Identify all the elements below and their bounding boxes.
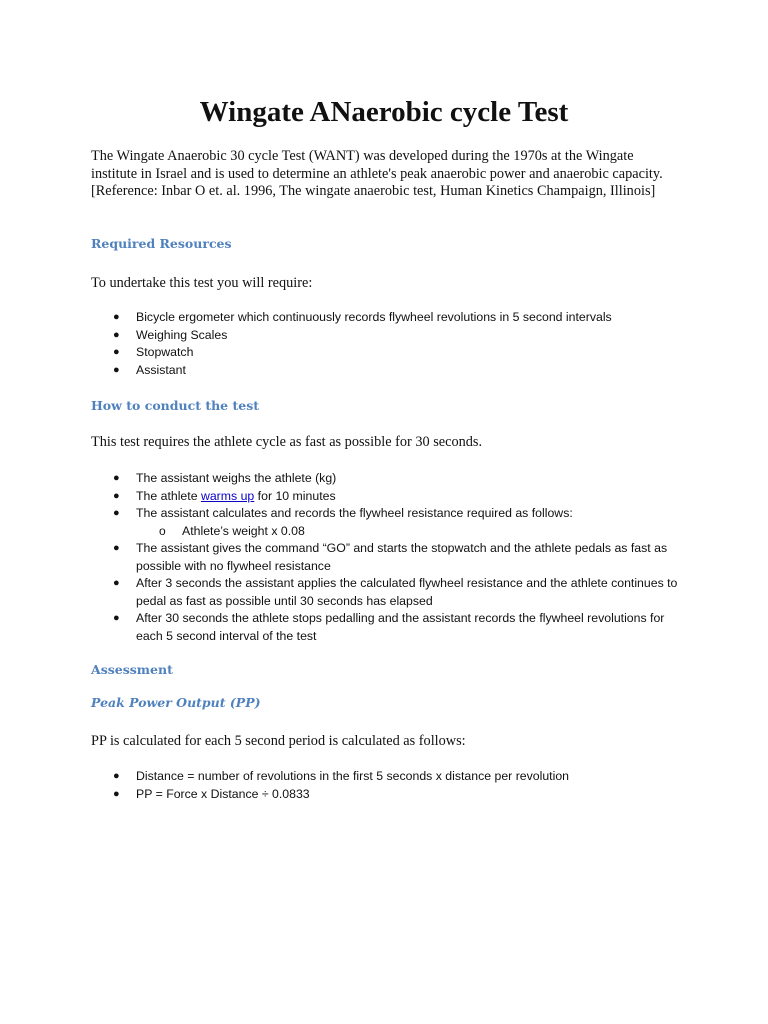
- intro-paragraph: The Wingate Anaerobic 30 cycle Test (WANT) was developed during the 1970s at the Wingate institute in Israel and is used to determine an athlete's peak anaerobic power and anaerobic capacity. [Reference: Inbar O et. al. 1996, The wingate anaerobic test, Human Kinetics Champaign, Illinois]: [91, 148, 663, 199]
- list-item: ● Stopwatch: [91, 344, 681, 362]
- bullet-icon: ●: [113, 346, 120, 358]
- bullet-icon: ●: [113, 770, 120, 782]
- heading-required-resources: Required Resources: [91, 236, 232, 251]
- bullet-icon: ●: [113, 542, 120, 554]
- resources-list: [91, 309, 681, 379]
- list-item: ● Weighing Scales: [91, 327, 681, 345]
- resources-lead: To undertake this test you will require:: [91, 275, 313, 291]
- bullet-icon: ●: [113, 787, 120, 800]
- list-item: ● Assistant: [91, 362, 681, 380]
- conduct-list: [91, 470, 681, 645]
- sub-list-item: o Athlete’s weight x 0.08: [136, 523, 681, 541]
- bullet-icon: ●: [113, 489, 120, 502]
- assessment-lead: PP is calculated for each 5 second period is calculated as follows:: [91, 733, 466, 749]
- conduct-lead: This test requires the athlete cycle as fast as possible for 30 seconds.: [91, 434, 483, 450]
- list-item: ● After 30 seconds the athlete stops pedalling and the assistant records the flywheel revolutions for each 5 second interval of the test: [113, 611, 665, 643]
- heading-peak-power-output: Peak Power Output (PP): [91, 695, 261, 710]
- assessment-list: [91, 768, 681, 803]
- bullet-icon: ●: [113, 577, 120, 589]
- list-item: ● After 3 seconds the assistant applies the calculated flywheel resistance and the athlete continues to pedal as fast as possible until 30 seconds has elapsed: [113, 576, 678, 608]
- bullet-icon: ●: [113, 363, 120, 376]
- list-item: ● PP = Force x Distance ÷ 0.0833: [91, 786, 681, 804]
- bullet-icon: ●: [113, 328, 120, 341]
- bullet-icon: ●: [113, 612, 120, 624]
- list-item: ● Distance = number of revolutions in the first 5 seconds x distance per revolution: [91, 768, 681, 786]
- bullet-icon: ●: [113, 507, 120, 519]
- list-item: ● Bicycle ergometer which continuously records flywheel revolutions in 5 second intervals: [91, 309, 681, 327]
- list-item: ● The assistant calculates and records the flywheel resistance required as follows: o Athlete’s weight x 0.08: [91, 505, 681, 540]
- bullet-icon: ●: [113, 472, 120, 484]
- list-item: ● The assistant weighs the athlete (kg): [91, 470, 681, 488]
- list-item: ● The athlete warms up for 10 minutes: [91, 488, 681, 506]
- heading-how-to-conduct: How to conduct the test: [91, 398, 260, 413]
- warms-up-link[interactable]: warms up: [200, 488, 255, 503]
- document-title: Wingate ANaerobic cycle Test: [199, 96, 569, 128]
- circle-bullet-icon: o: [159, 523, 166, 538]
- heading-assessment: Assessment: [91, 662, 173, 677]
- sub-list: [136, 523, 681, 541]
- list-item: ● The assistant gives the command “GO” and starts the stopwatch and the athlete pedals as fast as possible with no flywheel resistance: [113, 541, 668, 573]
- bullet-icon: ●: [113, 311, 120, 323]
